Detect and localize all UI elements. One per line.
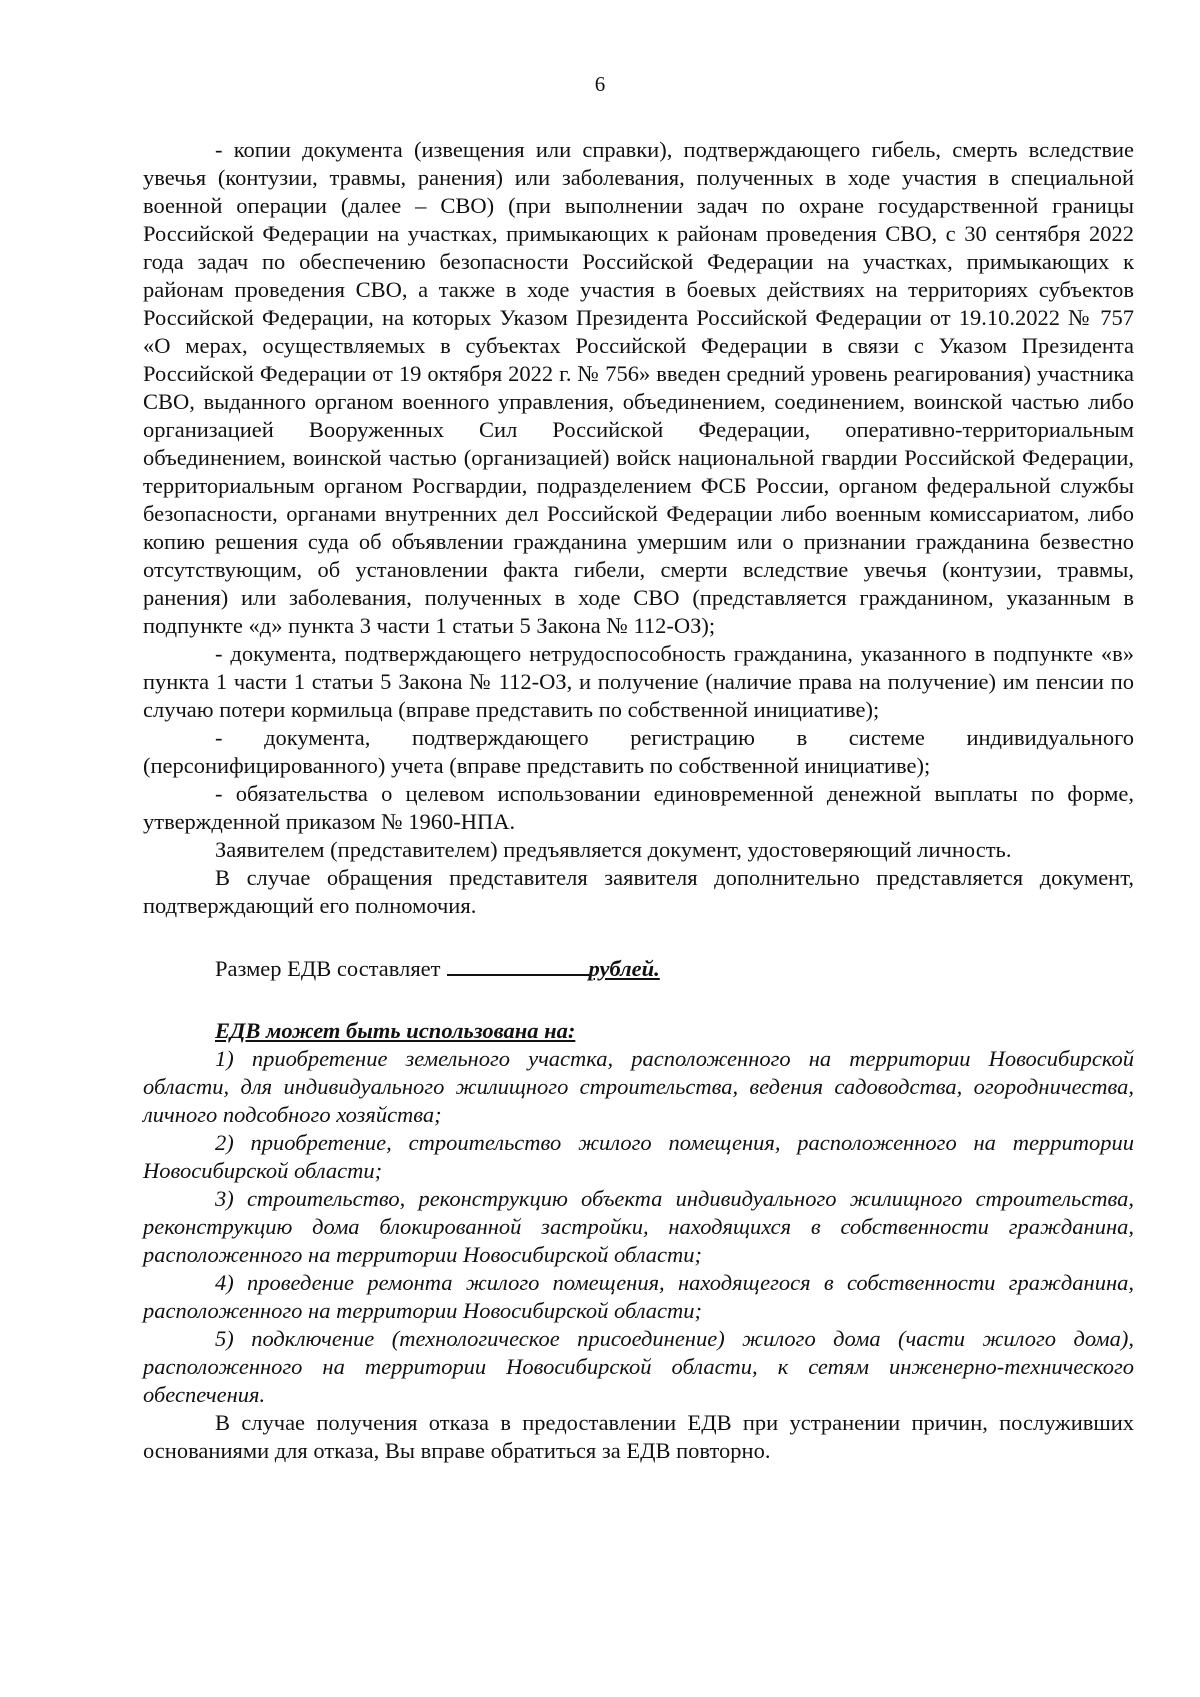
closing-paragraph: В случае получения отказа в предоставлении ЕДВ при устранении причин, послуживших основаниями для отказа, Вы вправе обратиться за ЕДВ повторно. bbox=[143, 1410, 1134, 1463]
paragraph-disability-document: - документа, подтверждающего нетрудоспособность гражданина, указанного в подпункте «в» пункта 1 части 1 статьи 5 Закона № 112-ОЗ, и получение (наличие права на получение) им пенсии по случаю потери кормильца (вправе представить по собственной инициативе); bbox=[143, 641, 1134, 722]
paragraph-representative: В случае обращения представителя заявителя дополнительно представляется документ, подтверждающий его полномочия. bbox=[143, 865, 1134, 918]
document-body bbox=[143, 136, 1134, 1465]
spacer bbox=[143, 983, 1134, 1017]
paragraph-obligation: - обязательства о целевом использовании единовременной денежной выплаты по форме, утвержденной приказом № 1960-НПА. bbox=[143, 781, 1134, 834]
usage-heading bbox=[143, 1017, 1134, 1045]
paragraph-identity-document: Заявителем (представителем) предъявляется документ, удостоверяющий личность. bbox=[215, 837, 1012, 862]
amount-unit: рублей. bbox=[588, 956, 660, 981]
paragraph-registration-document: - документа, подтверждающего регистрацию в системе индивидуального (персонифицированного) учета (вправе представить по собственной инициативе); bbox=[143, 725, 1134, 778]
spacer bbox=[143, 920, 1134, 954]
usage-item: 1) приобретение земельного участка, расположенного на территории Новосибирской области, для индивидуального жилищного строительства, ведения садоводства, огородничества, личного подсобного хозяйства; bbox=[143, 1046, 1134, 1127]
amount-label: Размер ЕДВ составляет bbox=[215, 956, 441, 981]
usage-item: 4) проведение ремонта жилого помещения, находящегося в собственности гражданина, расположенного на территории Новосибирской области; bbox=[143, 1270, 1134, 1323]
usage-item: 5) подключение (технологическое присоединение) жилого дома (части жилого дома), расположенного на территории Новосибирской области, к сетям инженерно-технического обеспечения. bbox=[143, 1326, 1134, 1407]
amount-line bbox=[143, 954, 1134, 983]
paragraph-death-documents: - копии документа (извещения или справки), подтверждающего гибель, смерть вследствие увечья (контузии, травмы, ранения) или заболевания, полученных в ходе участия в специальной военной операции (далее – СВО) (при выполнении задач по охране государственной границы Российской Федерации на участках, примыкающих к районам проведения СВО, с 30 сентября 2022 года задач по обеспечению безопасности Российской Федерации на участках, примыкающих к районам проведения СВО, а также в ходе участия в боевых действиях на территориях субъектов Российской Федерации, на которых Указом Президента Российской Федерации от 19.10.2022 № 757 «О мерах, осуществляемых в субъектах Российской Федерации в связи с Указом Президента Российской Федерации от 19 октября 2022 г. № 756» введен средний уровень реагирования) участника СВО, выданного органом военного управления, объединением, соединением, воинской частью либо организацией Вооруженных Сил Российской Федерации, оперативно-территориальным объединением, воинской частью (организацией) войск национальной гвардии Российской Федерации, территориальным органом Росгвардии, подразделением ФСБ России, органом федеральной службы безопасности, органами внутренних дел Российской Федерации либо военным комиссариатом, либо копию решения суда об объявлении гражданина умершим или о признании гражданина безвестно отсутствующим, об установлении факта гибели, смерти вследствие увечья (контузии, травмы, ранения) или заболевания, полученных в ходе СВО (представляется гражданином, указанным в подпункте «д» пункта 3 части 1 статьи 5 Закона № 112-ОЗ); bbox=[143, 137, 1134, 638]
usage-list bbox=[143, 1045, 1134, 1409]
amount-blank-field bbox=[447, 954, 589, 976]
usage-heading-text: ЕДВ может быть использована на: bbox=[215, 1018, 576, 1043]
usage-item: 2) приобретение, строительство жилого помещения, расположенного на территории Новосибирской области; bbox=[143, 1130, 1134, 1183]
usage-item: 3) строительство, реконструкцию объекта индивидуального жилищного строительства, реконструкцию дома блокированной застройки, находящихся в собственности гражданина, расположенного на территории Новосибирской области; bbox=[143, 1186, 1134, 1267]
page-number: 6 bbox=[594, 72, 606, 96]
